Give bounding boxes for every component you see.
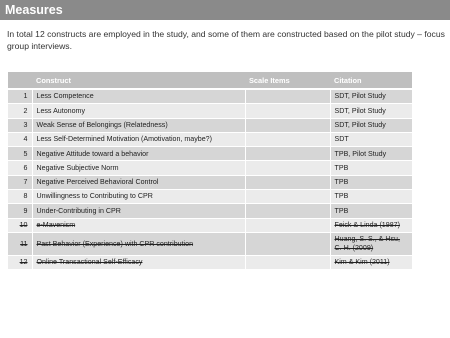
citation-cell: SDT, Pilot Study (330, 104, 412, 118)
row-number: 11 (8, 232, 32, 255)
row-number: 9 (8, 204, 32, 218)
scale-items-cell (245, 190, 330, 204)
table-row (8, 232, 412, 255)
construct-cell: Less Competence (32, 89, 245, 104)
row-number: 7 (8, 175, 32, 189)
construct-cell: Under-Contributing in CPR (32, 204, 245, 218)
row-number: 2 (8, 104, 32, 118)
construct-cell: Less Self-Determined Motivation (Amotivation, maybe?) (32, 132, 245, 146)
scale-items-cell (245, 255, 330, 269)
scale-items-cell (245, 161, 330, 175)
header-number (8, 72, 32, 89)
citation-cell: TPB, Pilot Study (330, 147, 412, 161)
table-row (8, 118, 412, 132)
intro-paragraph: In total 12 constructs are employed in the study, and some of them are constructed based on the pilot study – focus group interviews. (7, 29, 445, 51)
header-citation: Citation (330, 72, 412, 89)
row-number: 4 (8, 132, 32, 146)
row-number: 3 (8, 118, 32, 132)
construct-cell: Negative Attitude toward a behavior (32, 147, 245, 161)
row-number: 6 (8, 161, 32, 175)
construct-cell: Less Autonomy (32, 104, 245, 118)
scale-items-cell (245, 104, 330, 118)
row-number: 5 (8, 147, 32, 161)
title-bar (0, 0, 450, 20)
construct-cell: Unwillingness to Contributing to CPR (32, 190, 245, 204)
citation-cell: TPB (330, 190, 412, 204)
row-number: 8 (8, 190, 32, 204)
table-body (8, 89, 412, 270)
scale-items-cell (245, 132, 330, 146)
table-row (8, 255, 412, 269)
measures-table (8, 72, 413, 270)
header-scale-items: Scale Items (245, 72, 330, 89)
citation-cell: TPB (330, 175, 412, 189)
table-row (8, 175, 412, 189)
construct-cell: Negative Perceived Behavioral Control (32, 175, 245, 189)
citation-cell: TPB (330, 204, 412, 218)
scale-items-cell (245, 218, 330, 232)
scale-items-cell (245, 118, 330, 132)
table-header-row (8, 72, 412, 89)
table-row (8, 218, 412, 232)
page-title: Measures (5, 3, 63, 17)
scale-items-cell (245, 232, 330, 255)
row-number: 1 (8, 89, 32, 104)
header-construct: Construct (32, 72, 245, 89)
scale-items-cell (245, 89, 330, 104)
row-number: 12 (8, 255, 32, 269)
table-row (8, 89, 412, 104)
table-row (8, 161, 412, 175)
construct-cell: Negative Subjective Norm (32, 161, 245, 175)
table-row (8, 204, 412, 218)
construct-cell: Past Behavior (Experience) with CPR contribution (32, 232, 245, 255)
citation-cell: Kim & Kim (2011) (330, 255, 412, 269)
citation-cell: SDT, Pilot Study (330, 118, 412, 132)
table-row (8, 132, 412, 146)
citation-cell: Feick & Linda (1987) (330, 218, 412, 232)
citation-cell: Huang, S. S., & Hsu, C. H. (2009) (330, 232, 412, 255)
citation-cell: SDT, Pilot Study (330, 89, 412, 104)
scale-items-cell (245, 204, 330, 218)
scale-items-cell (245, 175, 330, 189)
table-row (8, 104, 412, 118)
citation-cell: TPB (330, 161, 412, 175)
table-row (8, 190, 412, 204)
citation-cell: SDT (330, 132, 412, 146)
row-number: 10 (8, 218, 32, 232)
scale-items-cell (245, 147, 330, 161)
construct-cell: e-Mavenism (32, 218, 245, 232)
construct-cell: Weak Sense of Belongings (Relatedness) (32, 118, 245, 132)
construct-cell: Online Transactional Self-Efficacy (32, 255, 245, 269)
table-row (8, 147, 412, 161)
